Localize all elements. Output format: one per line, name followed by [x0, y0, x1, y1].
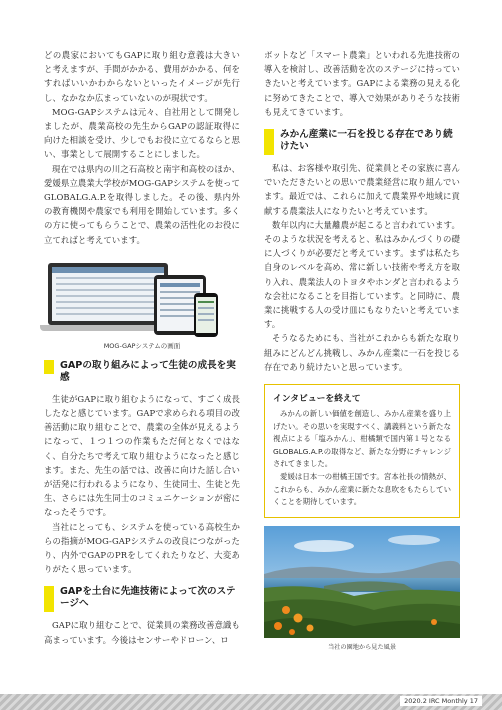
paragraph: どの農家においてもGAPに取り組む意義は大きいと考えますが、手間がかかる、費用がかかる、何をすればいいかわからないといったイメージが先行し、なかなか広まっていないのが現状です。 [44, 50, 240, 103]
interview-title: インタビューを終えて [273, 394, 361, 405]
footer-label: 2020.2 IRC Monthly 17 [400, 696, 482, 706]
page-footer [0, 694, 502, 710]
heading-accent-mark [264, 129, 274, 155]
section-heading [264, 129, 460, 153]
paragraph: ボットなど「スマート農業」といわれる先進技術の導入を検討し、改善活動を次のステージに持っていきたいと考えています。GAPによる業務の見える化に努めてきたことで、導入で効果がありそうな技術も見えてきています。 [264, 50, 460, 117]
figure-caption: MOG-GAPシステムの画面 [103, 341, 181, 350]
heading-accent-mark [44, 586, 54, 612]
section-heading [44, 586, 240, 610]
phone-illustration [194, 293, 218, 337]
interview-paragraph: みかんの新しい価値を創造し、みかん産業を盛り上げたい。その思いを実現すべく、講義料という新たな視点による「塩みかん」、柑橘類で国内第１号となるGLOBALG.A.P.の取得など、新たな分野にチャレンジされてきました。 [273, 409, 451, 469]
left-column [44, 48, 240, 647]
paragraph: 当社にとっても、システムを使っている高校生からの指摘がMOG-GAPシステムの改良につながったり、内外でGAPのPRをしてくれたりなど、大変ありがたく思っています。 [44, 521, 240, 575]
right-column [264, 48, 460, 651]
mog-gap-screenshot-figure [44, 257, 240, 339]
paragraph: MOG-GAPシステムは元々、自社用として開発しましたが、農業高校の先生からGAPの認証取得に向けた相談を受け、少しでもお役に立てるならと思い、事業として展開することにしました。 [44, 106, 240, 160]
paragraph: そうなるためにも、当社がこれからも新たな取り組みにどんどん挑戦し、みかん産業に一石を投じる存在であり続けたいと思っています。 [264, 333, 460, 372]
heading-text: GAPの取り組みによって生徒の成長を実感 [60, 359, 236, 383]
photo-caption: 当社の園地から見た風景 [327, 643, 397, 651]
orchard-landscape-photo [264, 526, 460, 638]
interview-paragraph: 愛媛は日本一の柑橘王国です。宮本社長の情熱が、これからも、みかん産業に新たな息吹をもたらしていくことを期待しています。 [273, 472, 451, 507]
section-heading [44, 360, 240, 384]
paragraph: 数年以内に大量離農が起こると言われています。そのような状況を考えると、私はみかんづくりの礎に人づくりが必要だと考えています。まずは私たち自身のレベルを高め、常に新しい技術や考え方を取り入れ、農業法人のトヨタやホンダと言われるような会社になることを目指しています。と同時に、農業に挑戦する人の受け皿にもなりたいと考えています。 [264, 219, 460, 330]
interview-box [264, 384, 460, 518]
paragraph: 生徒がGAPに取り組むようになって、すごく成長したなと感じています。GAPで求められる項目の改善活動に取り組むことで、農業の全体が見えるようになって、１つ１つの作業もただ何となくではなく、自分たちで考えて取り組むようになったと感じます。また、先生の話では、改善に向けた話し合いが活発に行われるようになり、生徒同士、生徒と先生、さらには先生同士のコミュニケーションが密になったそうです。 [44, 393, 241, 518]
heading-accent-mark [44, 360, 54, 374]
paragraph: 現在では県内の川之石高校と南宇和高校のほか、愛媛県立農業大学校がMOG-GAPシステムを使ってGLOBALG.A.P.を取得しました。その後、県内外の教育機関や農家でも利用を開始しています。多くの方に使ってもらうことで、農業の活性化のお役に立てればと考えています。 [44, 163, 240, 245]
paragraph: 私は、お客様や取引先、従業員とその家族に喜んでいただきたいとの思いで農業経営に取り組んでいます。最近では、これらに加えて農業界や地域に貢献する農業法人になりたいと考えています。 [264, 163, 460, 216]
paragraph: GAPに取り組むことで、従業員の業務改善意識も高まっています。今後はセンサーやドローン、ロ [44, 620, 241, 645]
heading-text: みかん産業に一石を投じる存在であり続けたい [280, 129, 453, 153]
laptop-illustration [48, 263, 168, 325]
heading-text: GAPを土台に先進技術によって次のステージへ [60, 586, 236, 610]
